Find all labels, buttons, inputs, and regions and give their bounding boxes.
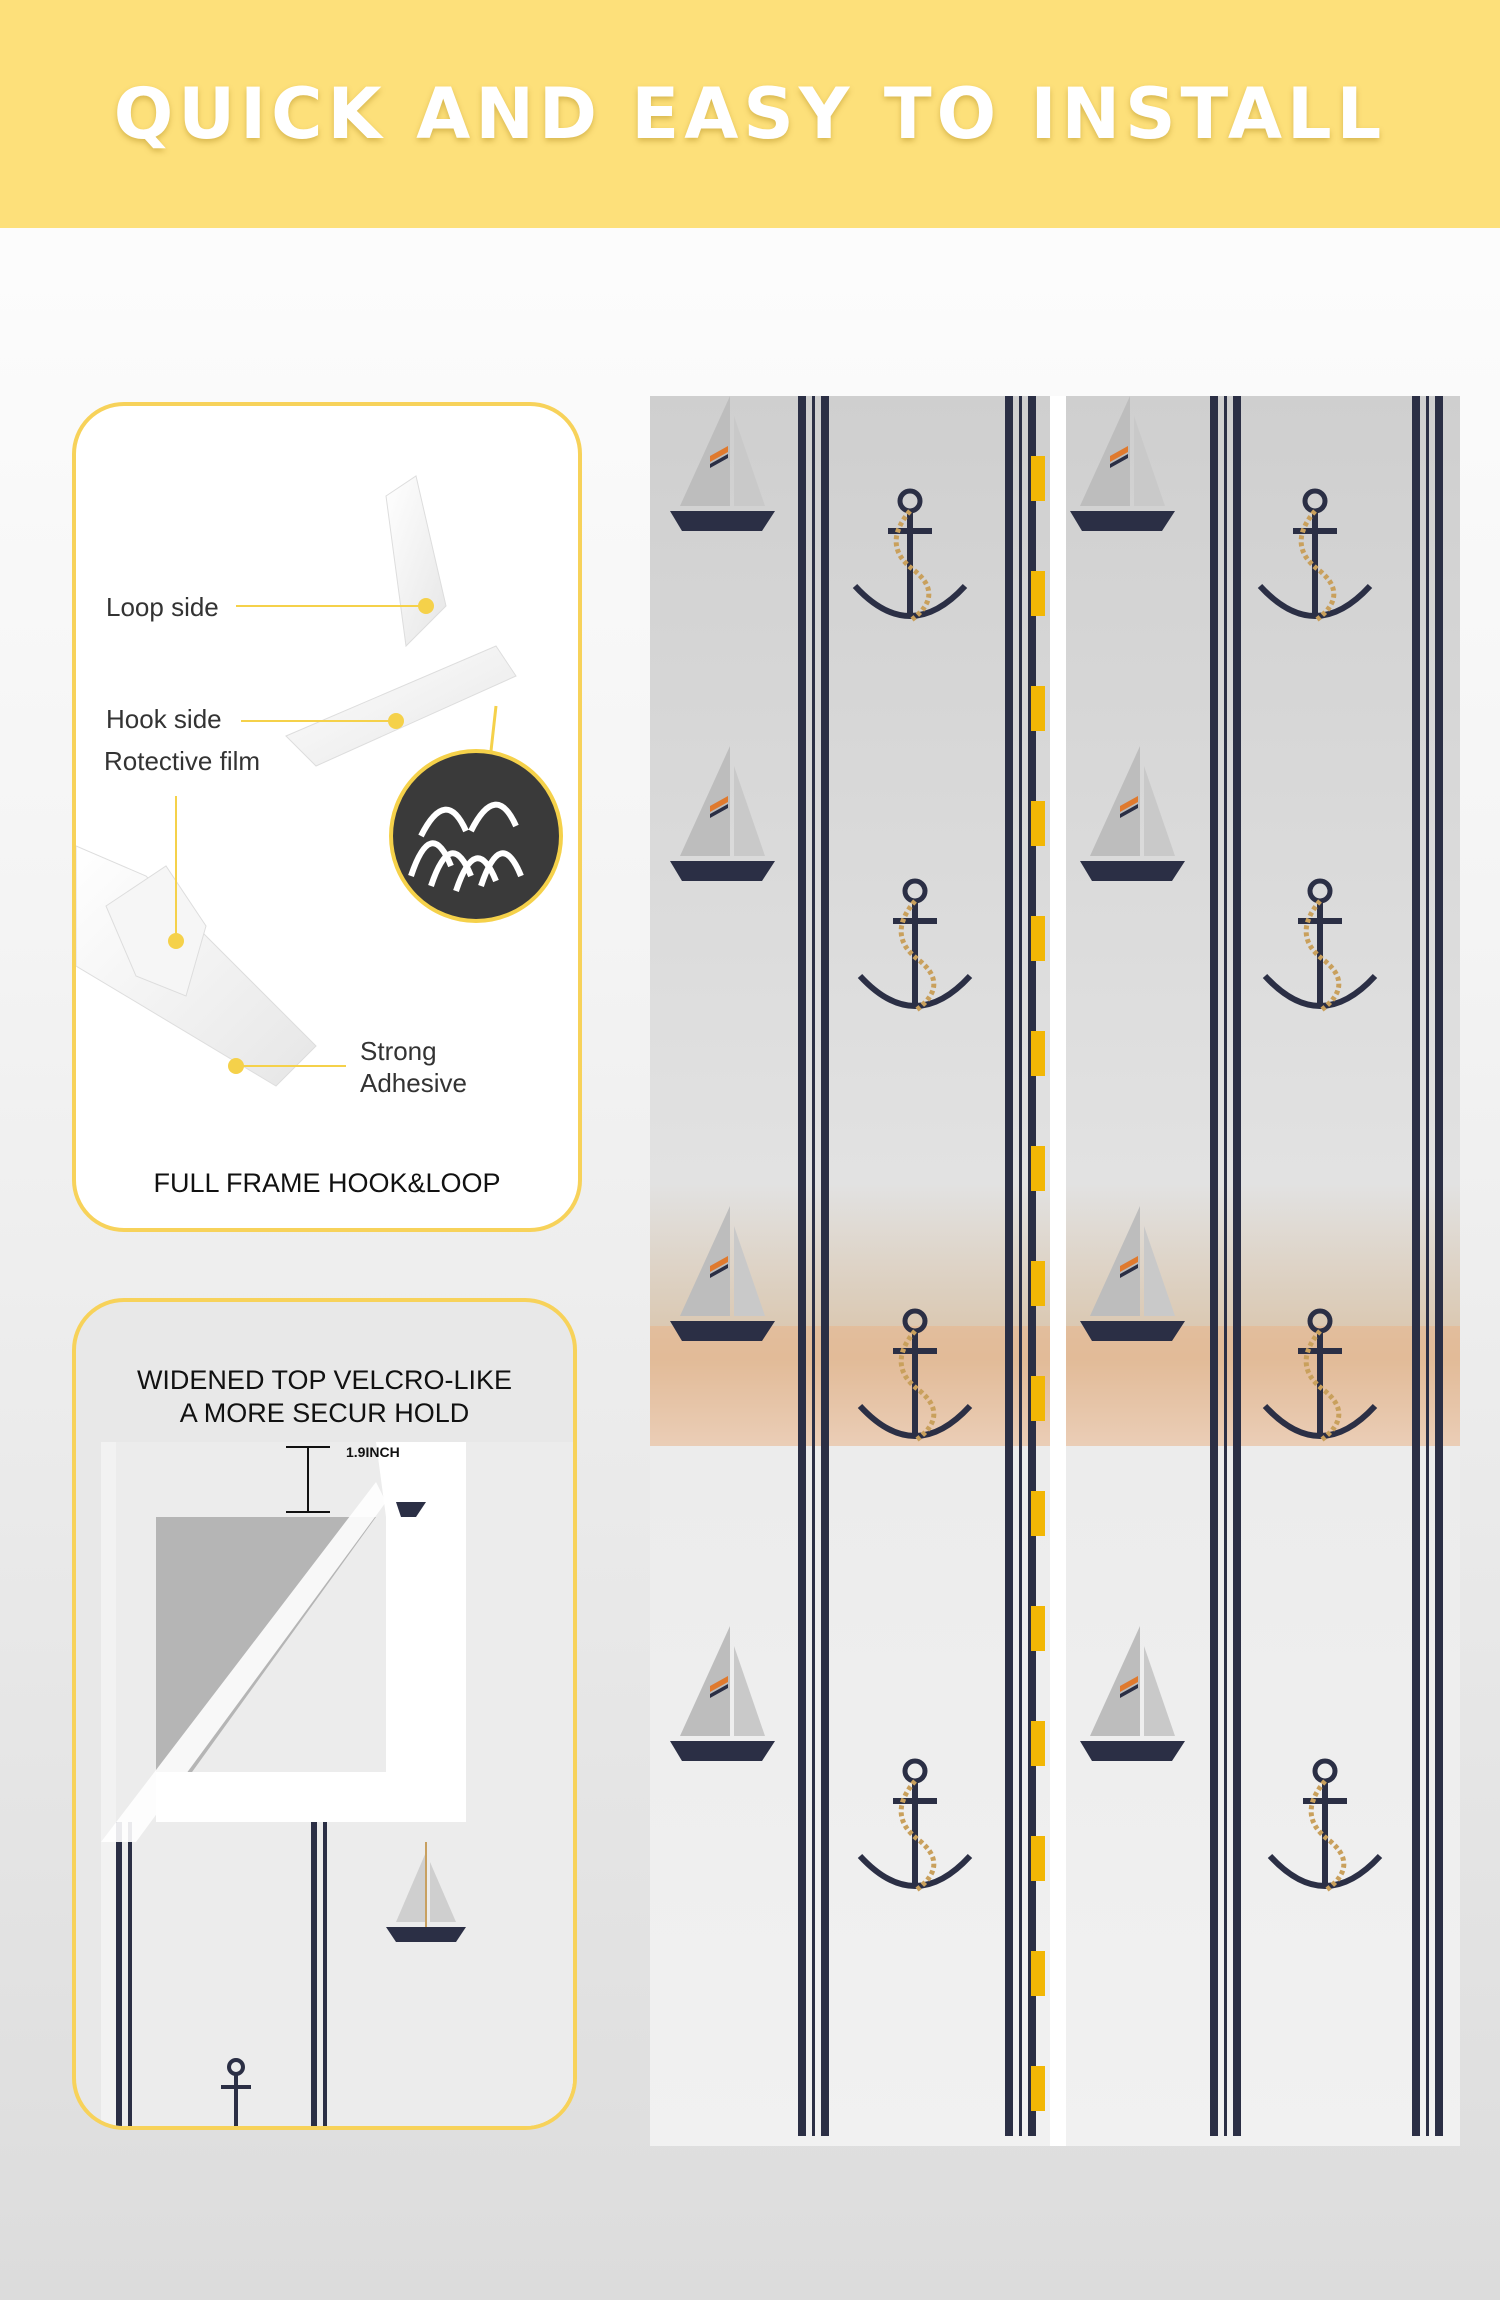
- magnet-strip: [1031, 801, 1045, 846]
- top-corner-illustration: [76, 1302, 577, 2130]
- loop-side-label: Loop side: [106, 592, 219, 622]
- top-velcro-title-line2: A MORE SECUR HOLD: [179, 1398, 470, 1428]
- magnet-strip: [1031, 686, 1045, 731]
- magnet-strip: [1031, 1261, 1045, 1306]
- magnet-strip: [1031, 2066, 1045, 2111]
- strong-adhesive-label-2: Adhesive: [360, 1068, 467, 1098]
- magnet-strip: [1031, 571, 1045, 616]
- top-velcro-title-line1: WIDENED TOP VELCRO-LIKE: [136, 1365, 513, 1395]
- magnet-strip: [1031, 1491, 1045, 1536]
- magnet-strip: [1031, 1146, 1045, 1191]
- top-velcro-card: [72, 1298, 577, 2130]
- magnet-strip: [1031, 1951, 1045, 1996]
- magnet-strip: [1031, 916, 1045, 961]
- header-banner: [0, 0, 1500, 228]
- magnet-strip: [1031, 1031, 1045, 1076]
- strong-adhesive-label-1: Strong: [360, 1036, 437, 1066]
- magnet-strip: [1031, 456, 1045, 501]
- measurement-label: 1.9INCH: [346, 1444, 400, 1460]
- hook-side-label: Hook side: [106, 704, 222, 734]
- magnet-strip: [1031, 1606, 1045, 1651]
- protective-film-label: Rotective film: [104, 746, 261, 776]
- hook-loop-card: [72, 402, 582, 1232]
- banner-title: QUICK AND EASY TO INSTALL: [113, 73, 1387, 155]
- hook-loop-caption: FULL FRAME HOOK&LOOP: [153, 1168, 501, 1198]
- velcro-strip-illustration: [76, 406, 582, 1232]
- screen-door-curtain: [650, 396, 1460, 2146]
- magnet-strip: [1031, 1721, 1045, 1766]
- magnet-strip: [1031, 1376, 1045, 1421]
- magnet-strip: [1031, 1836, 1045, 1881]
